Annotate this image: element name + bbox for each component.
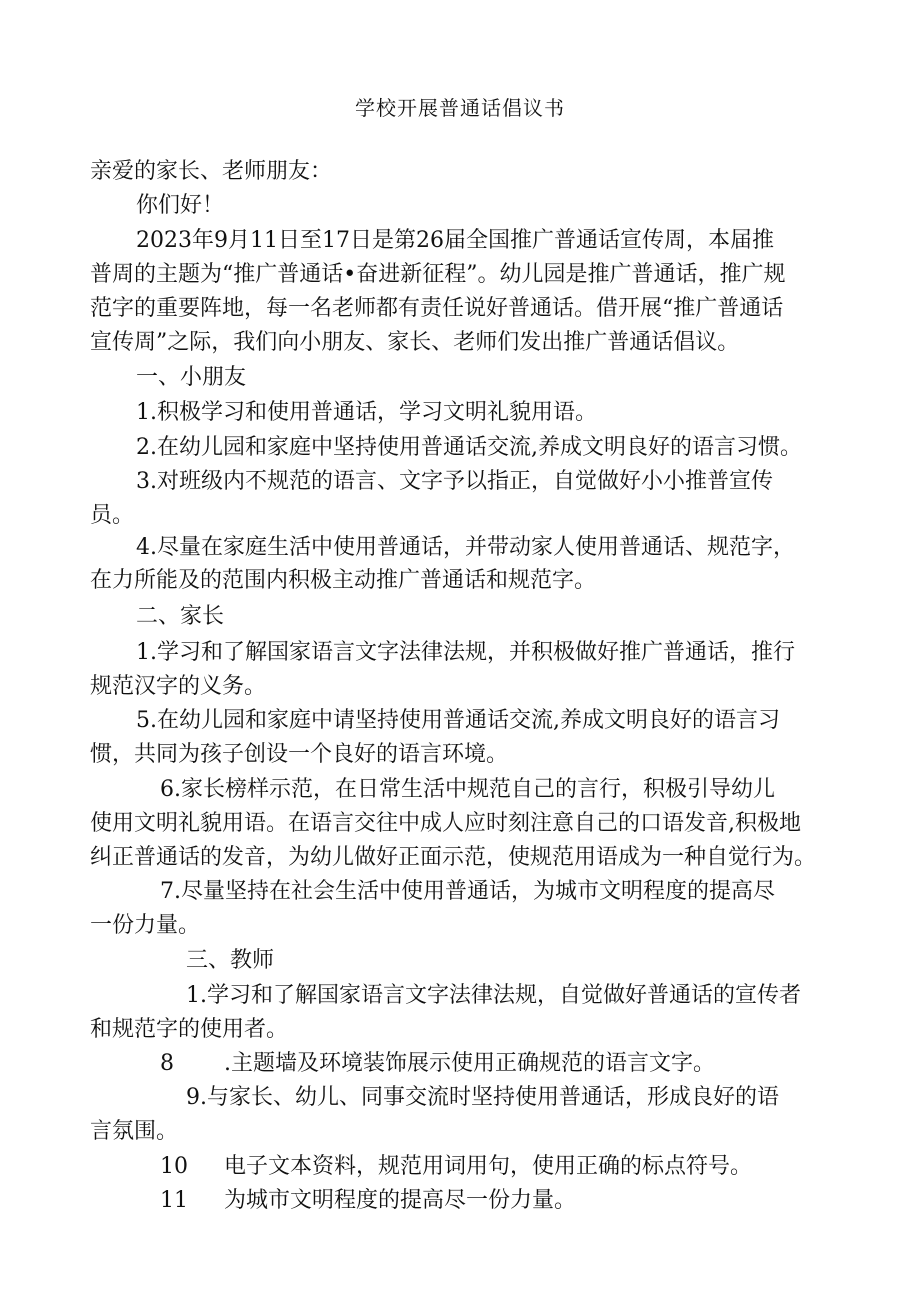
- parents-item-1-cont: 规范汉字的义务。: [90, 674, 267, 699]
- intro-line-4: 宣传周”之际，我们向小朋友、家长、老师们发出推广普通话倡议。: [90, 330, 740, 355]
- parents-item-1: 1.学习和了解国家语言文字法律法规，并积极做好推广普通话，推行: [136, 640, 795, 665]
- parents-item-7-cont: 一份力量。: [90, 913, 201, 938]
- teachers-item-11: 为城市文明程度的提高尽一份力量。: [224, 1188, 577, 1213]
- parents-item-6: 6.家长榜样示范，在日常生活中规范自己的言行，积极引导幼儿: [160, 777, 775, 802]
- children-item-3: 3.对班级内不规范的语言、文字予以指正，自觉做好小小推普宣传: [136, 469, 773, 494]
- intro-line-2: 普周的主题为“推广普通话•奋进新征程”。幼儿园是推广普通话，推广规: [90, 262, 786, 287]
- intro-line-3: 范字的重要阵地，每一名老师都有责任说好普通话。借开展“推广普通话: [90, 296, 784, 321]
- teachers-item-1: 1.学习和了解国家语言文字法律法规，自觉做好普通话的宣传者: [186, 983, 801, 1008]
- teachers-item-9: 9.与家长、幼儿、同事交流时坚持使用普通话，形成良好的语: [186, 1085, 779, 1110]
- children-item-1: 1.积极学习和使用普通话，学习文明礼貌用语。: [136, 400, 597, 425]
- children-item-2: 2.在幼儿园和家庭中坚持使用普通话交流,养成文明良好的语言习惯。: [136, 435, 802, 460]
- teachers-item-8: .主题墙及环境装饰展示使用正确规范的语言文字。: [224, 1051, 715, 1076]
- teachers-item-1-cont: 和规范字的使用者。: [90, 1017, 289, 1042]
- teachers-item-11-number: 11: [160, 1188, 188, 1213]
- teachers-item-9-cont: 言氛围。: [90, 1119, 179, 1144]
- hello: 你们好！: [136, 193, 225, 218]
- parents-item-5: 5.在幼儿园和家庭中请坚持使用普通话交流,养成文明良好的语言习: [136, 708, 780, 733]
- children-item-4: 4.尽量在家庭生活中使用普通话，并带动家人使用普通话、规范字，: [136, 535, 795, 560]
- children-item-3-cont: 员。: [90, 503, 135, 528]
- teachers-item-8-number: 8: [160, 1051, 174, 1076]
- section-heading-parents: 二、家长: [136, 604, 225, 629]
- children-item-4-cont: 在力所能及的范围内积极主动推广普通话和规范字。: [90, 568, 597, 593]
- document-title: 学校开展普通话倡议书: [355, 96, 565, 120]
- section-heading-children: 一、小朋友: [136, 365, 247, 390]
- teachers-item-10: 电子文本资料，规范用词用句，使用正确的标点符号。: [224, 1154, 753, 1179]
- teachers-item-10-number: 10: [160, 1154, 188, 1179]
- section-heading-teachers: 三、教师: [186, 948, 275, 973]
- parents-item-5-cont: 惯，共同为孩子创设一个良好的语言环境。: [90, 742, 509, 767]
- parents-item-6-cont-2: 纠正普通话的发音，为幼儿做好正面示范，使规范用语成为一种自觉行为。: [90, 845, 817, 870]
- parents-item-6-cont-1: 使用文明礼貌用语。在语言交往中成人应时刻注意自己的口语发音,积极地: [90, 811, 801, 836]
- greeting: 亲爱的家长、老师朋友：: [90, 159, 333, 184]
- parents-item-7: 7.尽量坚持在社会生活中使用普通话，为城市文明程度的提高尽: [160, 879, 775, 904]
- intro-line-1: 2023年9月11日至17日是第26届全国推广普通话宣传周，本届推: [136, 228, 774, 253]
